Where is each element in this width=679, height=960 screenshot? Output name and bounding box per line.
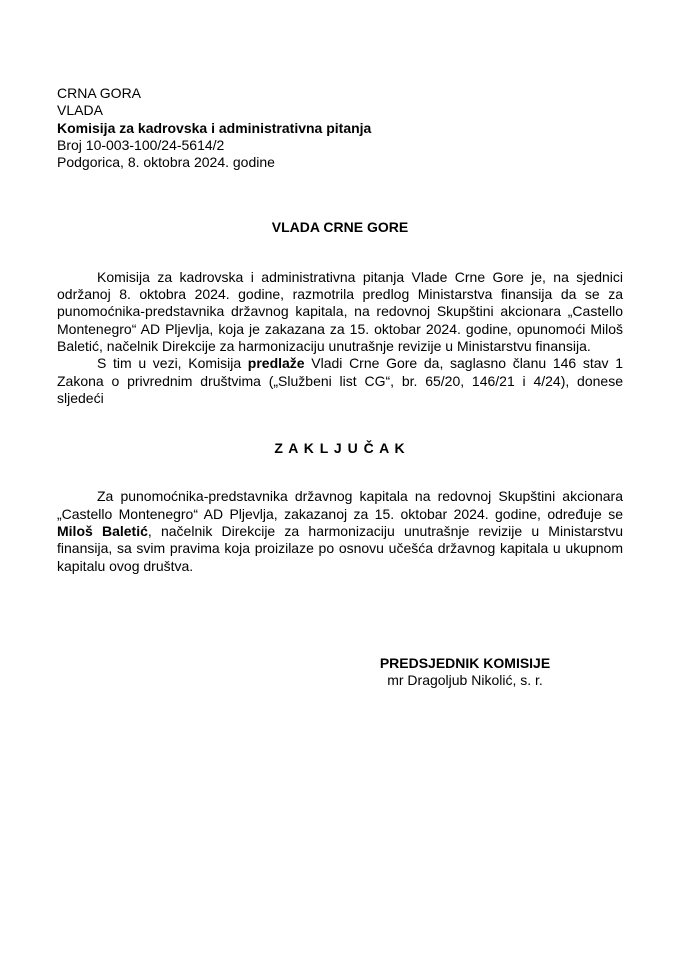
proposal-text-before: S tim u vezi, Komisija	[97, 355, 248, 372]
paragraph-introduction: Komisija za kadrovska i administrativna pitanja Vlade Crne Gore je, na sjednici održanoj 8. oktobra 2024. godine, razmotrila predlog Ministarstva finansija da se za punomoćnika-predstavnika državnog kapitala, na redovnoj Skupštini akcionara „Castello Montenegro“ AD Pljevlja, koja je zakazana za 15. oktobar 2024. godine, opunomoći Miloš Baletić, načelnik Direkcije za harmonizaciju unutrašnje revizije u Ministarstvu finansija.	[57, 268, 623, 354]
document-header	[57, 85, 623, 171]
header-commission: Komisija za kadrovska i administrativna pitanja	[57, 119, 372, 136]
proposal-text-after: Vladi Crne Gore da, saglasno članu 146 stav 1 Zakona o privrednim društvima („Službeni list CG“, br. 65/20, 146/21 i 4/24), donese sljedeći	[57, 355, 623, 406]
conclusion-bold-name: Miloš Baletić	[57, 523, 148, 540]
header-institution: VLADA	[57, 102, 103, 119]
signature-block	[305, 655, 625, 690]
conclusion-heading: Z A K L J U Č A K	[274, 440, 406, 457]
signature-role: PREDSJEDNIK KOMISIJE	[379, 654, 551, 671]
header-country: CRNA GORA	[57, 85, 142, 101]
conclusion-text-before: Za punomoćnika-predstavnika državnog kapitala na redovnoj Skupštini akcionara „Castello Montenegro“ AD Pljevlja, zakazanoj za 15. oktobar 2024. godine, određuje se	[57, 488, 623, 522]
proposal-bold-word: predlaže	[247, 355, 305, 372]
header-place-date: Podgorica, 8. oktobra 2024. godine	[57, 154, 275, 171]
paragraph-proposal	[57, 355, 623, 407]
paragraph-conclusion	[57, 488, 623, 574]
signature-name: mr Dragoljub Nikolić, s. r.	[387, 672, 543, 689]
document-title: VLADA CRNE GORE	[271, 219, 409, 236]
document-body	[57, 269, 623, 407]
conclusion-text-after: , načelnik Direkcije za harmonizaciju unutrašnje revizije u Ministarstvu finansija, sa svim pravima koja proizilaze po osnovu učešća državnog kapitala u ukupnom kapitalu ovog društva.	[57, 523, 623, 574]
header-number: Broj 10-003-100/24-5614/2	[57, 136, 225, 153]
